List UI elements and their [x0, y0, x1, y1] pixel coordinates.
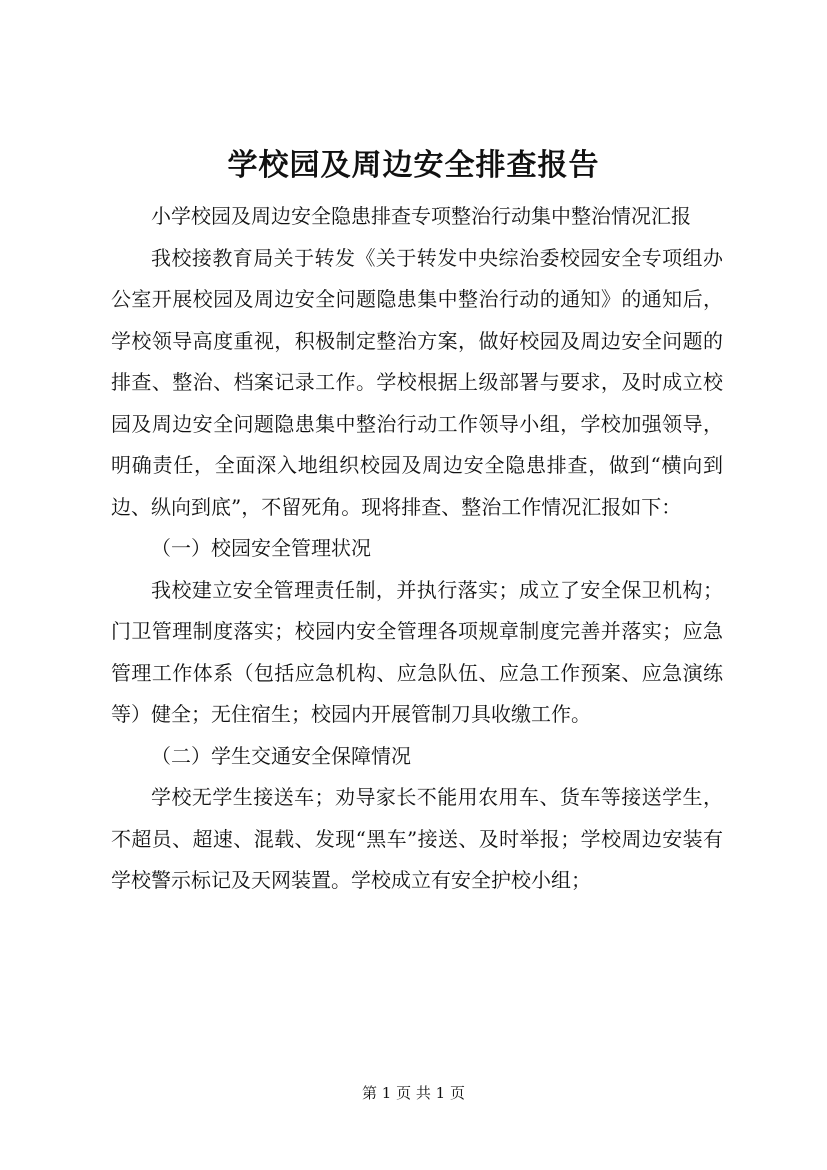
- section-heading-campus-safety: （一）校园安全管理状况: [151, 536, 371, 560]
- section-heading-traffic-safety: （二）学生交通安全保障情况: [151, 743, 411, 768]
- paragraph-traffic-safety: 学校无学生接送车；劝导家长不能用农用车、货车等接送学生，不超员、超速、混载、发现“黑车”接送、及时举报；学校周边安装有学校警示标记及天网装置。学校成立有安全护校小组；: [111, 785, 723, 892]
- paragraph-campus-safety: 我校建立安全管理责任制，并执行落实；成立了安全保卫机构；门卫管理制度落实；校园内安全管理各项规章制度完善并落实；应急管理工作体系（包括应急机构、应急队伍、应急工作预案、应急演练等）健全；无住宿生；校园内开展管制刀具收缴工作。: [111, 577, 723, 726]
- document-title: 学校园及周边安全排查报告: [227, 148, 600, 183]
- document-body: [111, 196, 723, 902]
- paragraph-intro: 小学校园及周边安全隐患排查专项整治行动集中整治情况汇报: [151, 204, 691, 228]
- page-footer: 第 1 页 共 1 页: [362, 1084, 465, 1102]
- paragraph-background: 我校接教育局关于转发《关于转发中央综治委校园安全专项组办公室开展校园及周边安全问题隐患集中整治行动的通知》的通知后，学校领导高度重视，积极制定整治方案，做好校园及周边安全问题的排查、整治、档案记录工作。学校根据上级部署与要求，及时成立校园及周边安全问题隐患集中整治行动工作领导小组，学校加强领导，明确责任，全面深入地组织校园及周边安全隐患排查，做到“横向到边、纵向到底”，不留死角。现将排查、整治工作情况汇报如下：: [111, 245, 723, 519]
